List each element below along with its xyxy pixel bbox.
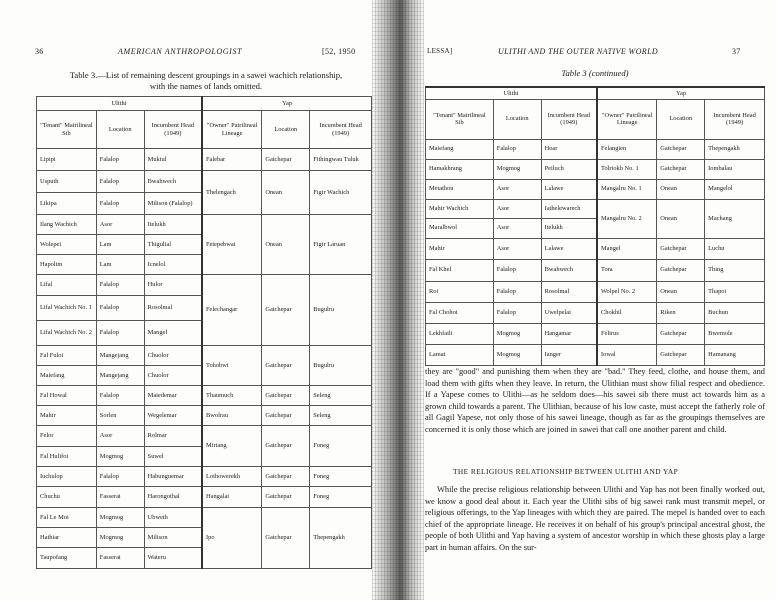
lineage-cell: Mangalru No. 1 xyxy=(597,179,657,199)
caption-line-1: Table 3.—List of remaining descent groupings in a sawei wachich relationship, xyxy=(69,70,343,80)
col-header: Location xyxy=(657,99,705,139)
head-cell: Machang xyxy=(705,199,765,238)
col-header: "Tenant" Matrilineal Sib xyxy=(37,111,97,149)
table-body-right xyxy=(426,139,765,365)
location-cell: Mogmog xyxy=(96,508,144,528)
sib-cell: Fal Khel xyxy=(426,259,494,281)
head-cell: Foneg xyxy=(310,426,372,467)
lineage-cell: Mangalru No. 2 xyxy=(597,199,657,238)
head-cell: Iathelewarech xyxy=(541,199,597,218)
head-cell: Milison (Falalop) xyxy=(144,193,202,215)
location-cell: Asor xyxy=(96,215,144,235)
body-text xyxy=(425,366,765,436)
location-cell: Asor xyxy=(96,426,144,447)
location-cell: Fasserai xyxy=(96,548,144,569)
table-row xyxy=(37,171,372,193)
descent-table-left xyxy=(36,96,372,569)
sib-cell: Usputh xyxy=(37,171,97,193)
col-header: Incumbent Head (1949) xyxy=(705,99,765,139)
col-header: Incumbent Head (1949) xyxy=(310,111,372,149)
right-page xyxy=(395,0,776,600)
head-cell: Icnelol xyxy=(144,255,202,275)
table-row xyxy=(37,467,372,487)
caption-line-2: with the names of lands omitted. xyxy=(149,81,263,91)
table-row xyxy=(426,199,765,218)
head-cell: Rosolmal xyxy=(541,281,597,302)
head-cell: Hangamar xyxy=(541,323,597,344)
table-row xyxy=(426,159,765,179)
col-header: "Tenant" Matrilineal Sib xyxy=(426,99,494,139)
sib-cell: Felor xyxy=(37,426,97,447)
running-head: AMERICAN ANTHROPOLOGIST xyxy=(118,47,243,56)
lineage-cell: Fetepebwai xyxy=(202,215,262,275)
sib-cell: Maralbwol xyxy=(426,218,494,238)
sib-cell: Lifal Wachich No. 2 xyxy=(37,321,97,346)
location-cell: Onean xyxy=(657,281,705,302)
location-cell: Mangejang xyxy=(96,346,144,366)
sib-cell: Fal Hulifoi xyxy=(37,447,97,467)
location-cell: Mogmog xyxy=(493,344,541,365)
table-row xyxy=(426,238,765,259)
head-cell: Bugulru xyxy=(310,275,372,346)
location-cell: Falalop xyxy=(96,321,144,346)
group-header-yap: Yap xyxy=(202,97,372,111)
location-cell: Falalop xyxy=(493,259,541,281)
table-row xyxy=(37,275,372,296)
location-cell: Falalop xyxy=(96,275,144,296)
paragraph-2: While the precise religious relationship between Ulithi and Yap has not been finally worked out, we know a good deal about it. Each year the Ulithi sibs of big sawei rank must transmit mepel, or religious offerings, to the Yap lineages with which they are paired. The mepel is handed over to each chief of the appropriate lineage. He receives it on behalf of his group's principal ancestral ghost, the people of both Ulithi and Yap having a system of ancestor worship in which these ghosts play a large part in human affairs. On the sur- xyxy=(425,485,765,552)
head-cell: Rolmar xyxy=(144,426,202,447)
head-cell: Habunguemar xyxy=(144,467,202,487)
lineage-cell: Miriang xyxy=(202,426,262,467)
sib-cell: Metathou xyxy=(426,179,494,199)
head-cell: Milison xyxy=(144,528,202,548)
sib-cell: Fal Chohoi xyxy=(426,302,494,323)
location-cell: Mogmog xyxy=(96,447,144,467)
head-cell: Maiedemar xyxy=(144,386,202,406)
sib-cell: Lifal xyxy=(37,275,97,296)
location-cell: Mogmog xyxy=(493,323,541,344)
table-row xyxy=(426,302,765,323)
location-cell: Gatchepar xyxy=(657,259,705,281)
location-cell: Falalop xyxy=(96,193,144,215)
table-row xyxy=(37,386,372,406)
head-cell: Hulor xyxy=(144,275,202,296)
location-cell: Lam xyxy=(96,255,144,275)
section-heading: THE RELIGIOUS RELATIONSHIP BETWEEN ULITHI AND YAP xyxy=(453,467,679,476)
sib-cell: Iuchulop xyxy=(37,467,97,487)
location-cell: Gatchepar xyxy=(262,386,310,406)
location-cell: Sorlen xyxy=(96,406,144,426)
sib-cell: Mahir Wachich xyxy=(426,199,494,218)
table-row xyxy=(426,139,765,159)
paragraph-1: they are "good" and punishing them when they are "bad." They feed, clothe, and house them, and load them with gifts when they leave. In return, the Ulithian must show filial respect and obedience. If a Yapese comes to Ulithi—as he seldom does—his sawei sib there must act towards him as a grown child towards a parent. The Ulithian, because of his low caste, must accept the fatherly role of all Gagil Yapese, not only those of his sawei lineage, though as far as the groupings themselves are concerned it is only those which are joined in sawei that call one another parent and child. xyxy=(425,367,765,434)
lineage-cell: Tohobwi xyxy=(202,346,262,386)
sib-cell: Lipipi xyxy=(37,149,97,171)
location-cell: Gatchepar xyxy=(262,508,310,569)
table-row xyxy=(426,281,765,302)
head-cell: Seleng xyxy=(310,406,372,426)
location-cell: Onean xyxy=(262,171,310,215)
head-cell: Foneg xyxy=(310,487,372,508)
head-cell: Iombalau xyxy=(705,159,765,179)
lineage-cell: Tolriokh No. 1 xyxy=(597,159,657,179)
author-ref: LESSA] xyxy=(427,47,453,55)
location-cell: Falalop xyxy=(96,171,144,193)
table-row xyxy=(37,346,372,366)
sib-cell: Maiefang xyxy=(37,366,97,386)
location-cell: Onean xyxy=(262,215,310,275)
head-cell: Itelukh xyxy=(144,215,202,235)
head-cell: Luchu xyxy=(705,238,765,259)
head-cell: Bwahwech xyxy=(144,171,202,193)
head-cell: Lalawe xyxy=(541,238,597,259)
table-row xyxy=(426,344,765,365)
location-cell: Falalop xyxy=(493,139,541,159)
lineage-cell: Tora xyxy=(597,259,657,281)
location-cell: Asor xyxy=(493,238,541,259)
volume-info: [52, 1950 xyxy=(322,47,356,56)
head-cell: Hoar xyxy=(541,139,597,159)
location-cell: Fasserai xyxy=(96,487,144,508)
head-cell: Mukiul xyxy=(144,149,202,171)
location-cell: Gatchepar xyxy=(262,487,310,508)
group-header-ulithi: Ulithi xyxy=(426,87,598,99)
table-row xyxy=(37,149,372,171)
head-cell: Uwelpelai xyxy=(541,302,597,323)
head-cell: Mangel xyxy=(144,321,202,346)
head-cell: Suwel xyxy=(144,447,202,467)
table-body-left xyxy=(37,149,372,569)
head-cell: Seleng xyxy=(310,386,372,406)
location-cell: Gatchepar xyxy=(262,275,310,346)
location-cell: Mangejang xyxy=(96,366,144,386)
table-row xyxy=(426,323,765,344)
sib-cell: Maiefang xyxy=(426,139,494,159)
table-caption xyxy=(40,70,372,92)
sib-cell: Wolepei xyxy=(37,235,97,255)
head-cell: Chuolor xyxy=(144,366,202,386)
sib-cell: Ilang Wachich xyxy=(37,215,97,235)
lineage-cell: Lothowerekh xyxy=(202,467,262,487)
head-cell: Mangelol xyxy=(705,179,765,199)
running-head: ULITHI AND THE OUTER NATIVE WORLD xyxy=(498,47,659,56)
lineage-cell: Falebar xyxy=(202,149,262,171)
head-cell: Bugulru xyxy=(310,346,372,386)
head-cell: Thing xyxy=(705,259,765,281)
sib-cell: Likipa xyxy=(37,193,97,215)
col-header: Incumbent Head (1949) xyxy=(541,99,597,139)
location-cell: Falalop xyxy=(96,467,144,487)
head-cell: Thepengakh xyxy=(310,508,372,569)
table-row xyxy=(426,179,765,199)
location-cell: Onean xyxy=(657,199,705,238)
location-cell: Falalop xyxy=(96,386,144,406)
location-cell: Gatchepar xyxy=(657,344,705,365)
col-header: Location xyxy=(262,111,310,149)
table-row xyxy=(37,406,372,426)
head-cell: Thepengakh xyxy=(705,139,765,159)
head-cell: Bwahwech xyxy=(541,259,597,281)
head-cell: Buchun xyxy=(705,302,765,323)
location-cell: Gatchepar xyxy=(657,159,705,179)
location-cell: Falalop xyxy=(96,296,144,321)
table-row xyxy=(37,426,372,447)
table-caption: Table 3 (continued) xyxy=(561,68,629,78)
head-cell: Wateru xyxy=(144,548,202,569)
location-cell: Onean xyxy=(657,179,705,199)
table-row xyxy=(37,487,372,508)
head-cell: Figir Wachich xyxy=(310,171,372,215)
head-cell: Harongothal xyxy=(144,487,202,508)
sib-cell: Fal Le Moi xyxy=(37,508,97,528)
lineage-cell: Mangel xyxy=(597,238,657,259)
head-cell: Figir Laruan xyxy=(310,215,372,275)
sib-cell: Lifal Wachich No. 1 xyxy=(37,296,97,321)
sib-cell: Hamakhrang xyxy=(426,159,494,179)
location-cell: Lam xyxy=(96,235,144,255)
group-header-ulithi: Ulithi xyxy=(37,97,203,111)
head-cell: Bwemole xyxy=(705,323,765,344)
sib-cell: Mahir xyxy=(426,238,494,259)
sib-cell: Lekhfaili xyxy=(426,323,494,344)
sib-cell: Hapolim xyxy=(37,255,97,275)
location-cell: Gatchepar xyxy=(657,238,705,259)
lineage-cell: Iowal xyxy=(597,344,657,365)
body-text xyxy=(425,484,765,554)
sib-cell: Taupofang xyxy=(37,548,97,569)
location-cell: Asor xyxy=(493,179,541,199)
page-number: 36 xyxy=(35,47,44,56)
descent-table-right xyxy=(425,86,765,366)
location-cell: Gatchepar xyxy=(262,149,310,171)
location-cell: Gatchepar xyxy=(657,139,705,159)
page-number: 37 xyxy=(732,47,741,56)
lineage-cell: Ipo xyxy=(202,508,262,569)
sib-cell: Hathiar xyxy=(37,528,97,548)
location-cell: Falalop xyxy=(493,281,541,302)
sib-cell: Lamat xyxy=(426,344,494,365)
col-header: Location xyxy=(493,99,541,139)
head-cell: Thapoi xyxy=(705,281,765,302)
col-header: Incumbent Head (1949) xyxy=(144,111,202,149)
head-cell: Lalawe xyxy=(541,179,597,199)
location-cell: Gatchepar xyxy=(262,406,310,426)
location-cell: Riken xyxy=(657,302,705,323)
sib-cell: Roi xyxy=(426,281,494,302)
head-cell: Ianger xyxy=(541,344,597,365)
lineage-cell: Felangien xyxy=(597,139,657,159)
table-row xyxy=(37,215,372,235)
head-cell: Fithingwau Tuluk xyxy=(310,149,372,171)
location-cell: Gatchepar xyxy=(657,323,705,344)
sib-cell: Fal Fuloi xyxy=(37,346,97,366)
lineage-cell: Felechangar xyxy=(202,275,262,346)
sib-cell: Chuchu xyxy=(37,487,97,508)
head-cell: Thigulial xyxy=(144,235,202,255)
location-cell: Mogmog xyxy=(493,159,541,179)
location-cell: Gatchepar xyxy=(262,467,310,487)
table-row xyxy=(37,508,372,528)
lineage-cell: Thaumuch xyxy=(202,386,262,406)
location-cell: Asor xyxy=(493,218,541,238)
head-cell: Foneg xyxy=(310,467,372,487)
location-cell: Mogmog xyxy=(96,528,144,548)
lineage-cell: Hangalai xyxy=(202,487,262,508)
head-cell: Chuolor xyxy=(144,346,202,366)
location-cell: Gatchepar xyxy=(262,346,310,386)
head-cell: Ubweth xyxy=(144,508,202,528)
book-gutter xyxy=(372,0,424,600)
table-row xyxy=(426,259,765,281)
lineage-cell: Thelengach xyxy=(202,171,262,215)
head-cell: Peiluch xyxy=(541,159,597,179)
head-cell: Rosolmal xyxy=(144,296,202,321)
sib-cell: Fal Howal xyxy=(37,386,97,406)
col-header: "Owner" Patrilineal Lineage xyxy=(202,111,262,149)
lineage-cell: Wolpel No. 2 xyxy=(597,281,657,302)
head-cell: Wegelemar xyxy=(144,406,202,426)
location-cell: Asor xyxy=(493,199,541,218)
col-header: Location xyxy=(96,111,144,149)
lineage-cell: Felirus xyxy=(597,323,657,344)
location-cell: Falalop xyxy=(96,149,144,171)
group-header-yap: Yap xyxy=(597,87,765,99)
sib-cell: Mahir xyxy=(37,406,97,426)
head-cell: Itelukh xyxy=(541,218,597,238)
lineage-cell: Bwolrau xyxy=(202,406,262,426)
col-header: "Owner" Patrilineal Lineage xyxy=(597,99,657,139)
head-cell: Hamanang xyxy=(705,344,765,365)
lineage-cell: Chokhil xyxy=(597,302,657,323)
location-cell: Gatchepar xyxy=(262,426,310,467)
location-cell: Falalop xyxy=(493,302,541,323)
